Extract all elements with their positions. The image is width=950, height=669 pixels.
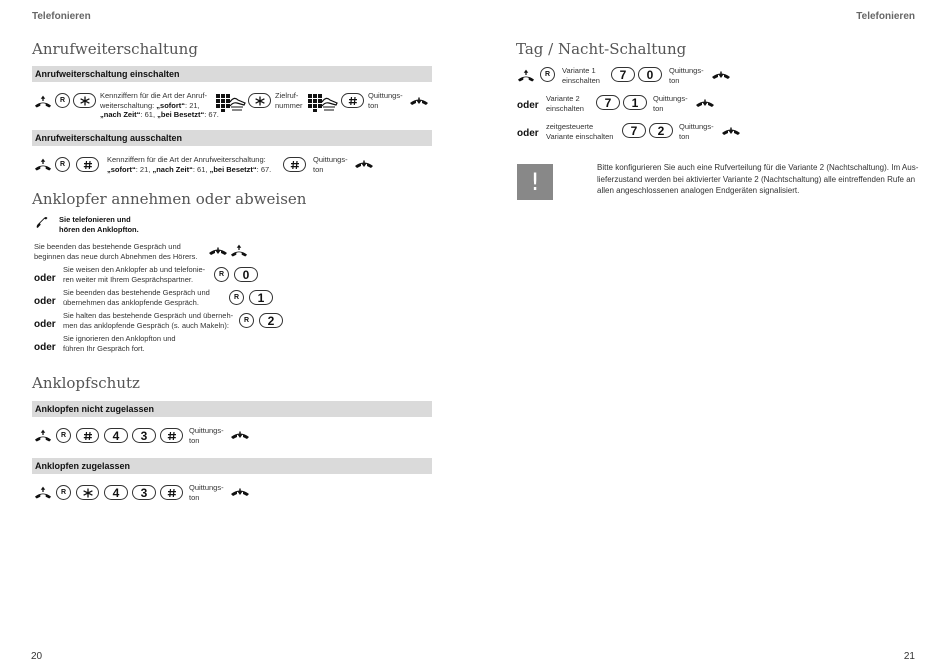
text-intro	[59, 215, 139, 234]
bar-anrufweiterschaltung-einschalten: Anrufweiterschaltung einschalten	[32, 66, 432, 82]
handset-hangup-icon	[409, 93, 429, 107]
text-variante-2	[546, 94, 584, 113]
text-line: Quittungs-	[669, 66, 704, 75]
text-line: einschalten	[546, 103, 584, 113]
bar-anrufweiterschaltung-ausschalten: Anrufweiterschaltung ausschalten	[32, 130, 432, 146]
text-line: Kennziffern für die Art der Anrufweiterschaltung:	[107, 155, 266, 164]
handset-lift-icon	[34, 157, 52, 171]
keypad-icon	[216, 94, 246, 112]
page-header-left: Telefonieren	[32, 11, 91, 22]
star-key-icon	[76, 485, 99, 500]
text-line: Sie beenden das bestehende Gespräch und	[63, 288, 210, 297]
exclamation-icon: !	[517, 164, 553, 200]
star-key-icon	[73, 93, 96, 108]
note-text	[597, 162, 918, 197]
handset-hangup-icon	[711, 67, 731, 81]
digit-7-label: 7	[630, 123, 638, 138]
digit-2-key	[649, 123, 673, 138]
section-title-anrufweiterschaltung: Anrufweiterschaltung	[32, 40, 198, 58]
text-line	[100, 101, 219, 111]
oder-label: oder	[34, 296, 56, 307]
r-key-label: R	[544, 71, 551, 78]
handset-hangup-icon	[230, 427, 250, 441]
text-line: ton	[189, 435, 200, 445]
oder-label: oder	[34, 342, 56, 353]
digit-2-label: 2	[267, 313, 275, 328]
digit-3-key	[132, 485, 156, 500]
r-key-label: R	[59, 161, 66, 168]
hash-key-icon	[76, 157, 99, 172]
digit-0-label: 0	[646, 67, 654, 82]
text-line: übernehmen das anklopfende Gespräch.	[63, 297, 199, 307]
handset-hangup-icon	[230, 484, 250, 498]
text-line: zeitgesteuerte	[546, 122, 594, 131]
handset-lift-icon	[517, 68, 535, 82]
digit-2-label: 2	[657, 123, 665, 138]
digit-4-key	[104, 428, 128, 443]
page-number-left: 20	[31, 651, 43, 662]
oder-label: oder	[34, 273, 56, 284]
digit-2-key	[259, 313, 283, 328]
page-number-right: 21	[903, 651, 915, 662]
text-part: : 61,	[192, 164, 210, 174]
text-option-2	[63, 288, 210, 307]
text-line: Quittungs-	[189, 426, 224, 435]
text-line: ton	[189, 492, 200, 502]
digit-7-label: 7	[619, 67, 627, 82]
text-line: Sie halten das bestehende Gespräch und überneh-	[63, 311, 234, 320]
text-line: Bitte konfigurieren Sie auch eine Rufverteilung für die Variante 2 (Nachtschaltung). Im Aus-	[597, 163, 919, 172]
text-part: weiterschaltung:	[100, 100, 157, 110]
bar-anklopfen-nicht-zugelassen: Anklopfen nicht zugelassen	[32, 401, 432, 417]
text-part: „bei Besetzt“	[157, 110, 205, 119]
digit-3-label: 3	[140, 485, 148, 500]
hash-key-icon	[160, 485, 183, 500]
text-part: : 67.	[204, 110, 219, 119]
text-line: allen angeschlossenen analogen Endgeräten signalisiert.	[597, 186, 800, 195]
star-key-icon	[248, 93, 271, 108]
text-line: Quittungs-	[313, 155, 348, 164]
r-key	[540, 67, 555, 82]
r-key-label: R	[60, 489, 67, 496]
digit-0-key	[638, 67, 662, 82]
talking-handset-icon	[35, 216, 49, 230]
text-quittungston	[653, 94, 688, 113]
hash-key-icon	[76, 428, 99, 443]
bar-anklopfen-zugelassen: Anklopfen zugelassen	[32, 458, 432, 474]
text-line: Sie beenden das bestehende Gespräch und	[34, 242, 181, 251]
r-key	[214, 267, 229, 282]
text-part: : 61,	[140, 110, 158, 119]
text-quittungston	[368, 91, 403, 110]
text-line: ton	[653, 103, 664, 113]
handset-hangup-icon	[354, 156, 374, 170]
digit-7-key	[622, 123, 646, 138]
r-key	[56, 485, 71, 500]
text-line: men das anklopfende Gespräch (s. auch Makeln):	[63, 320, 229, 330]
text-line: Sie telefonieren und	[59, 215, 131, 224]
r-key-label: R	[243, 317, 250, 324]
text-part: : 67.	[256, 164, 272, 174]
text-part: „nach Zeit“	[152, 164, 193, 174]
oder-label: oder	[517, 100, 539, 111]
handset-lift-icon	[34, 428, 52, 442]
text-line: Variante einschalten	[546, 131, 614, 141]
text-part: „nach Zeit“	[100, 110, 141, 119]
r-key	[55, 93, 70, 108]
section-title-tag-nacht: Tag / Nacht-Schaltung	[516, 40, 687, 58]
text-part: „sofort“	[107, 164, 136, 174]
r-key-label: R	[218, 271, 225, 278]
text-line: ton	[368, 100, 379, 110]
handset-lift-icon	[230, 243, 248, 257]
text-line: Sie ignorieren den Anklopfton und	[63, 334, 176, 343]
text-line: Kennziffern für die Art der Anruf-	[100, 91, 208, 100]
digit-0-label: 0	[242, 267, 250, 282]
text-line: nummer	[275, 100, 303, 110]
section-title-anklopfschutz: Anklopfschutz	[32, 374, 140, 392]
page-header-right: Telefonieren	[856, 11, 915, 22]
r-key-label: R	[59, 97, 66, 104]
text-part: „bei Besetzt“	[209, 164, 257, 174]
r-key	[239, 313, 254, 328]
digit-7-label: 7	[604, 95, 612, 110]
digit-7-key	[596, 95, 620, 110]
handset-hangup-icon	[695, 95, 715, 109]
text-end-call	[34, 242, 197, 261]
text-line: ren weiter mit Ihrem Gesprächspartner.	[63, 274, 194, 284]
text-line: hören den Anklopfton.	[59, 224, 139, 234]
text-kennziffern-ein	[100, 91, 219, 120]
oder-label: oder	[517, 128, 539, 139]
text-line: lieferzustand werden bei aktivierter Variante 2 (Nachtschaltung) alle eintreffenden Rufe an	[597, 174, 916, 184]
digit-7-key	[611, 67, 635, 82]
text-option-1	[63, 265, 205, 284]
text-part: „sofort“	[156, 100, 186, 110]
text-line: beginnen das neue durch Abnehmen des Hörers.	[34, 251, 198, 261]
text-line: Zielruf-	[275, 91, 299, 100]
handset-hangup-icon	[721, 123, 741, 137]
digit-1-label: 1	[631, 95, 639, 110]
text-part: : 21,	[135, 164, 153, 174]
text-line: Variante 1	[562, 66, 596, 75]
text-line	[107, 165, 271, 175]
text-option-3	[63, 311, 233, 330]
digit-1-key	[249, 290, 273, 305]
text-quittungston	[313, 155, 348, 174]
digit-0-key	[234, 267, 258, 282]
r-key-label: R	[60, 432, 67, 439]
text-quittungston	[679, 122, 714, 141]
text-part: : 21,	[185, 100, 200, 110]
text-line: Sie weisen den Anklopfer ab und telefonie-	[63, 265, 206, 274]
handset-lift-icon	[34, 485, 52, 499]
r-key	[56, 428, 71, 443]
text-line: ton	[313, 164, 324, 174]
text-kennziffern-aus	[107, 155, 271, 174]
digit-4-label: 4	[112, 485, 120, 500]
text-quittungston	[189, 483, 224, 502]
digit-4-label: 4	[112, 428, 120, 443]
hash-key-icon	[160, 428, 183, 443]
text-line: führen Ihr Gespräch fort.	[63, 343, 145, 353]
text-line: Quittungs-	[368, 91, 403, 100]
digit-4-key	[104, 485, 128, 500]
text-line: einschalten	[562, 75, 600, 85]
digit-1-key	[623, 95, 647, 110]
text-line	[100, 110, 219, 120]
r-key-label: R	[233, 294, 240, 301]
r-key	[229, 290, 244, 305]
digit-3-label: 3	[140, 428, 148, 443]
text-variante-1	[562, 66, 600, 85]
text-zeitgesteuert	[546, 122, 613, 141]
oder-label: oder	[34, 319, 56, 330]
text-option-4	[63, 334, 176, 353]
text-line: Variante 2	[546, 94, 580, 103]
digit-3-key	[132, 428, 156, 443]
hash-key-icon	[283, 157, 306, 172]
text-line: Quittungs-	[189, 483, 224, 492]
keypad-icon	[308, 94, 338, 112]
text-line: ton	[679, 131, 690, 141]
text-quittungston	[189, 426, 224, 445]
handset-lift-icon	[34, 94, 52, 108]
text-line: Quittungs-	[653, 94, 688, 103]
handset-hangup-icon	[208, 243, 228, 257]
r-key	[55, 157, 70, 172]
section-title-anklopfer: Anklopfer annehmen oder abweisen	[32, 190, 307, 208]
text-line: ton	[669, 75, 680, 85]
text-line: Quittungs-	[679, 122, 714, 131]
text-zielrufnummer	[275, 91, 303, 110]
hash-key-icon	[341, 93, 364, 108]
digit-1-label: 1	[257, 290, 265, 305]
text-quittungston	[669, 66, 704, 85]
